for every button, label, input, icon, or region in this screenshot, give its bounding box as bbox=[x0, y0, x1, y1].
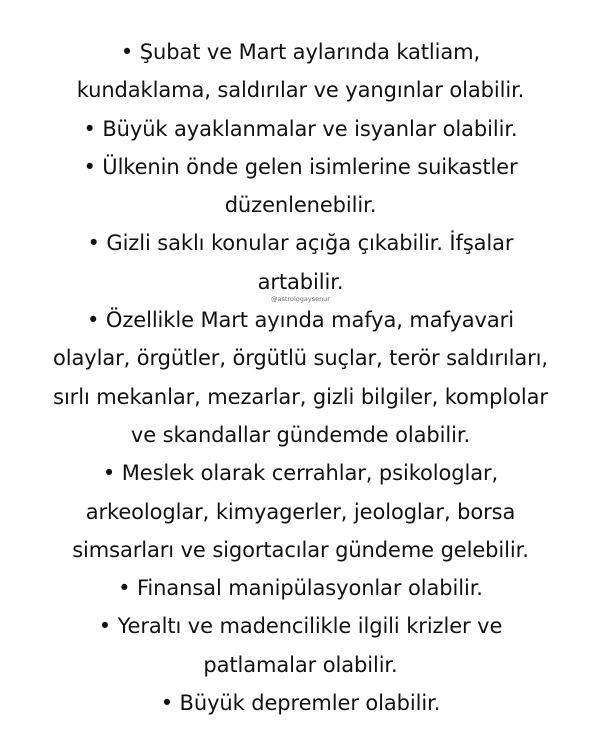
text-line: artabilir. bbox=[257, 269, 344, 294]
text-line: • Finansal manipülasyonlar olabilir. bbox=[118, 576, 483, 601]
text-line: • Ülkenin önde gelen isimlerine suikastler bbox=[83, 154, 518, 179]
text-line: kundaklama, saldırılar ve yangınlar olabilir. bbox=[76, 78, 525, 103]
text-line: • Büyük depremler olabilir. bbox=[160, 691, 441, 716]
prediction-list bbox=[0, 33, 601, 722]
text-line: düzenlenebilir. bbox=[224, 193, 377, 218]
text-line: • Büyük ayaklanmalar ve isyanlar olabilir. bbox=[83, 116, 518, 141]
text-line: ve skandallar gündemde olabilir. bbox=[130, 422, 471, 447]
text-line: olaylar, örgütler, örgütlü suçlar, terör saldırıları, bbox=[53, 346, 548, 371]
text-line: patlamalar olabilir. bbox=[203, 652, 398, 677]
text-line: sırlı mekanlar, mezarlar, gizli bilgiler, komplolar bbox=[53, 384, 548, 409]
text-line: • Şubat ve Mart aylarında katliam, bbox=[120, 40, 481, 64]
text-line: simsarları ve sigortacılar gündeme gelebilir. bbox=[72, 537, 529, 562]
text-line: • Gizli saklı konular açığa çıkabilir. İfşalar bbox=[87, 231, 514, 256]
text-line: • Yeraltı ve madencilikle ilgili krizler ve bbox=[98, 614, 503, 639]
watermark: @astrologaysenur bbox=[271, 295, 330, 303]
text-line: arkeologlar, kimyagerler, jeologlar, borsa bbox=[85, 499, 516, 524]
text-line: • Özellikle Mart ayında mafya, mafyavari bbox=[87, 308, 514, 333]
text-line: • Meslek olarak cerrahlar, psikologlar, bbox=[102, 461, 499, 486]
